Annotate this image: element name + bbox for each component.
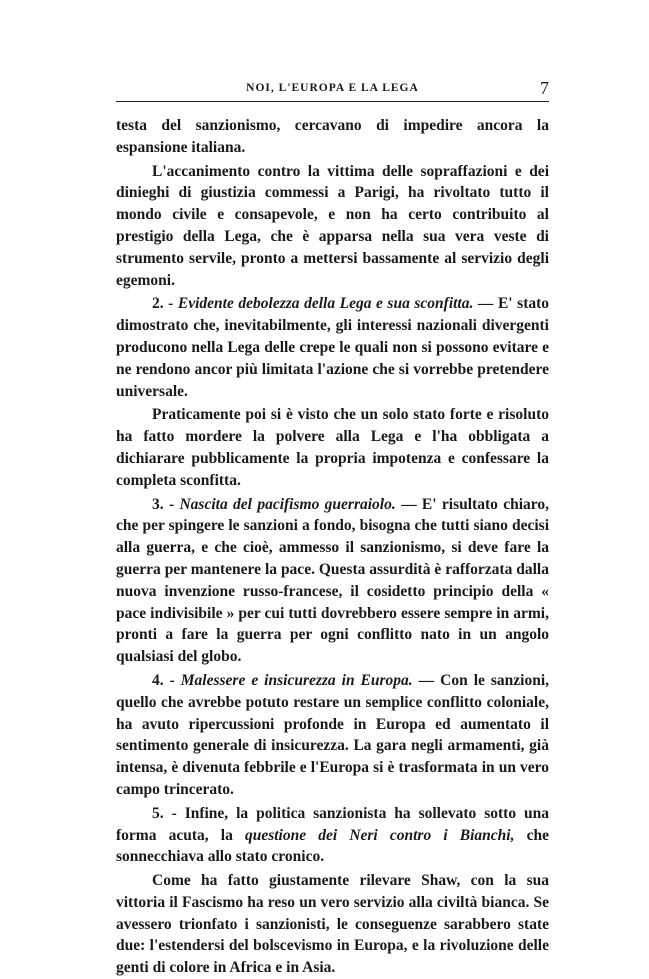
point-number: 2. -	[152, 295, 174, 313]
paragraph-point-3	[116, 494, 549, 668]
point-pre: Infine, la politica sanzionista ha sollevato sotto una forma acuta, la	[116, 804, 550, 844]
body-text	[116, 115, 549, 979]
point-number: 3. -	[152, 495, 175, 513]
point-title: Malessere e insicurezza in Europa.	[180, 671, 413, 689]
paragraph-point-4	[116, 670, 549, 801]
paragraph-shaw: Come ha fatto giustamente rilevare Shaw, con la sua vittoria il Fascismo ha reso un vero servizio alla civiltà bianca. Se avessero trionfato i sanzionisti, le conseguenze sarabbero state due: l'estendersi del bolscevismo in Europa, e la rivoluzione delle genti di colore in Africa e in Asia.	[116, 872, 549, 977]
point-text: — E' risultato chiaro, che per spingere le sanzioni a fondo, bisogna che tutti siano decisi alla guerra, e che cioè, ammesso il sanzionismo, si deve fare la guerra per mantenere la pace. Questa assurdità è rafforzata dalla nuova invenzione russo-francese, il cosidetto principio della « pace indivisibile » per cui tutti dovrebbero essere sempre in armi, pronti a fare la guerra per ogni conflitto nato in un angolo qualsiasi del globo.	[116, 495, 549, 666]
point-title: Nascita del pacifismo guerraiolo.	[179, 495, 396, 513]
page-number: 7	[540, 78, 549, 98]
point-text: — Con le sanzioni, quello che avrebbe potuto restare un semplice conflitto coloniale, ha avuto ripercussioni profonde in Europa ed aumentato il sentimento generale di insicurezza. La gara negli armamenti, già intensa, è divenuta febbrile e l'Europa si è trasformata in un vero campo trincerato.	[116, 671, 550, 798]
paragraph-point-2	[116, 293, 549, 402]
point-title: Evidente debolezza della Lega e sua sconfitta.	[177, 295, 474, 313]
point-text: che sonnecchiava allo stato cronico.	[116, 826, 550, 866]
paragraph-lega-accanimento: L'accanimento contro la vittima delle sopraffazioni e dei dinieghi di giustizia commessi a Parigi, ha rivoltato tutto il mondo civile e consapevole, e non ha certo contribuito al prestigio della Lega, che è apparsa nella sua vera veste di strumento servile, pronto a mettersi bassamente al servizio degli egemoni.	[116, 162, 549, 289]
point-number: 4. -	[152, 671, 175, 689]
running-title: NOI, L'EUROPA E LA LEGA	[246, 82, 419, 94]
paragraph-point-5	[116, 803, 549, 868]
point-title: questione dei Neri contro i Bianchi,	[244, 826, 515, 844]
point-number: 5. -	[152, 804, 177, 822]
paragraph-praticamente: Praticamente poi si è visto che un solo stato forte e risoluto ha fatto mordere la polvere alla Lega e l'ha obbligata a dichiarare pubblicamente la propria impotenza e confessare la completa sconfitta.	[116, 406, 549, 489]
header-rule	[116, 101, 549, 102]
point-text: — E' stato dimostrato che, inevitabilmente, gli interessi nazionali divergenti producono nella Lega delle crepe le quali non si possono evitare e ne rendono ancor più limitata l'azione che si vorrebbe pretendere universale.	[116, 295, 550, 400]
paragraph-continuation: testa del sanzionismo, cercavano di impedire ancora la espansione italiana.	[116, 117, 549, 156]
running-header	[116, 80, 549, 102]
